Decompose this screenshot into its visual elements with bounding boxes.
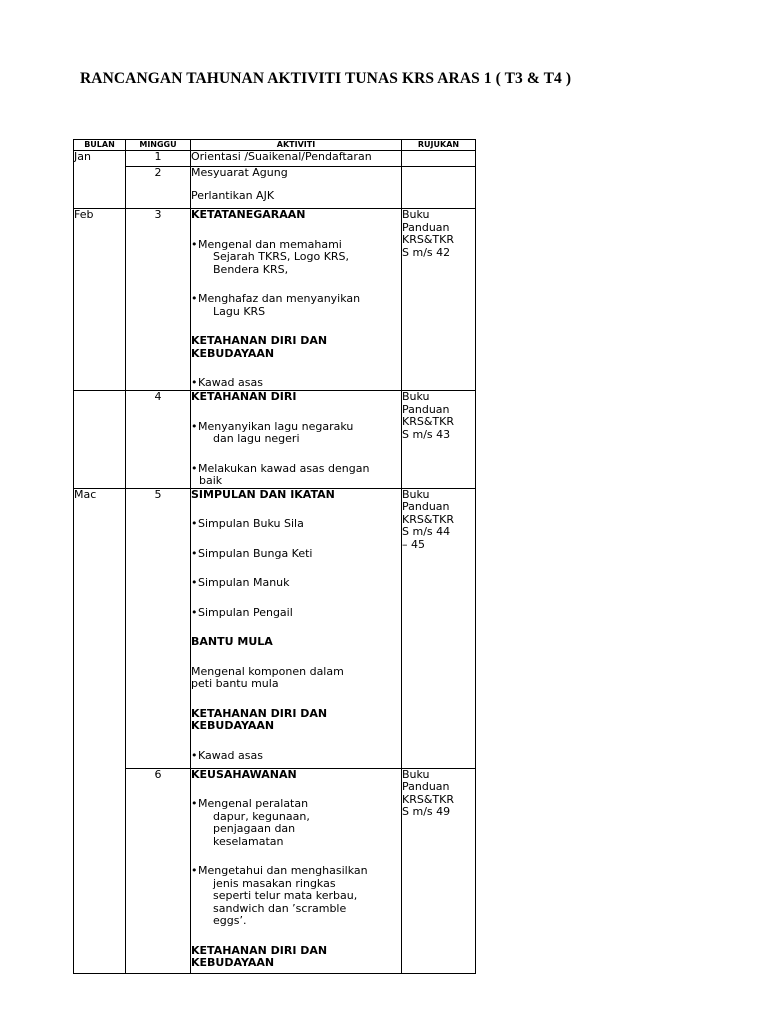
activity-heading: KETAHANAN DIRI DAN KEBUDAYAAN <box>191 943 328 969</box>
table-row <box>74 488 476 768</box>
cell-aktiviti <box>191 391 402 489</box>
cell-minggu: 1 <box>126 151 191 167</box>
bullet-icon: • <box>191 237 198 251</box>
activity-text: Mesyuarat Agung <box>191 166 288 179</box>
cell-bulan: Feb <box>74 209 126 391</box>
bullet-icon: • <box>191 576 198 589</box>
activity-text: Mengenal komponen dalam peti bantu mula <box>191 664 344 690</box>
activity-text: Perlantikan AJK <box>191 188 275 202</box>
bullet-icon: • <box>191 546 198 560</box>
cell-rujukan: Buku Panduan KRS&TKR S m/s 49 <box>402 768 476 973</box>
header-rujukan: RUJUKAN <box>402 140 476 151</box>
cell-minggu: 2 <box>126 167 191 209</box>
bullet-icon: • <box>191 605 198 619</box>
cell-rujukan <box>402 167 476 209</box>
cell-minggu: 4 <box>126 391 191 489</box>
table-row <box>74 209 476 391</box>
cell-rujukan: Buku Panduan KRS&TKR S m/s 44 – 45 <box>402 488 476 768</box>
table-row <box>74 768 476 973</box>
bullet-icon: • <box>191 864 198 877</box>
bullet-item: •Kawad asas <box>191 376 263 389</box>
cell-minggu: 6 <box>126 768 191 973</box>
activity-heading: KETAHANAN DIRI <box>191 390 297 403</box>
bullet-icon: • <box>191 748 198 762</box>
cell-bulan: Mac <box>74 488 126 973</box>
cell-aktiviti <box>191 768 402 973</box>
cell-aktiviti <box>191 209 402 391</box>
bullet-item: •Kawad asas <box>191 748 263 762</box>
activity-text: Orientasi /Suaikenal/Pendaftaran <box>191 150 372 163</box>
activity-heading: KEUSAHAWANAN <box>191 767 297 781</box>
activity-plan-table <box>73 139 476 974</box>
bullet-item: •Mengenal dan memahami Sejarah TKRS, Logo KRS, Bendera KRS, <box>191 237 350 276</box>
header-minggu: MINGGU <box>126 140 191 151</box>
table-row <box>74 167 476 209</box>
activity-heading: KETAHANAN DIRI DAN KEBUDAYAAN <box>191 334 328 360</box>
cell-rujukan <box>402 151 476 167</box>
table-header-row <box>74 140 476 151</box>
bullet-icon: • <box>191 419 198 433</box>
bullet-item: •Simpulan Buku Sila <box>191 517 304 530</box>
document-title: RANCANGAN TAHUNAN AKTIVITI TUNAS KRS ARAS 1 ( T3 & T4 ) <box>80 70 572 87</box>
bullet-icon: • <box>191 292 198 305</box>
activity-heading: BANTU MULA <box>191 635 273 648</box>
cell-aktiviti <box>191 167 402 209</box>
cell-bulan: Jan <box>74 151 126 209</box>
bullet-item: •Simpulan Manuk <box>191 576 290 589</box>
header-aktiviti: AKTIVITI <box>191 140 402 151</box>
activity-heading: KETAHANAN DIRI DAN KEBUDAYAAN <box>191 706 328 732</box>
cell-minggu: 5 <box>126 488 191 768</box>
bullet-item: •Melakukan kawad asas dengan baik <box>191 461 370 487</box>
bullet-item: •Menghafaz dan menyanyikan Lagu KRS <box>191 292 361 318</box>
cell-aktiviti <box>191 488 402 768</box>
bullet-item: •Mengenal peralatan dapur, kegunaan, penjagaan dan keselamatan <box>191 797 310 848</box>
header-bulan: BULAN <box>74 140 126 151</box>
bullet-item: •Simpulan Pengail <box>191 605 293 619</box>
bullet-icon: • <box>191 797 198 810</box>
cell-bulan <box>74 391 126 489</box>
bullet-item: •Simpulan Bunga Keti <box>191 546 313 560</box>
bullet-item: •Menyanyikan lagu negaraku dan lagu negeri <box>191 419 354 445</box>
table-row <box>74 151 476 167</box>
cell-rujukan: Buku Panduan KRS&TKR S m/s 43 <box>402 391 476 489</box>
bullet-icon: • <box>191 461 198 475</box>
cell-minggu: 3 <box>126 209 191 391</box>
bullet-icon: • <box>191 517 198 530</box>
cell-aktiviti <box>191 151 402 167</box>
cell-rujukan: Buku Panduan KRS&TKR S m/s 42 <box>402 209 476 391</box>
activity-heading: SIMPULAN DAN IKATAN <box>191 487 335 501</box>
bullet-icon: • <box>191 376 198 389</box>
bullet-item: •Mengetahui dan menghasilkan jenis masakan ringkas seperti telur mata kerbau, sandwich dan ’scramble eggs’. <box>191 864 368 927</box>
activity-heading: KETATANEGARAAN <box>191 208 306 221</box>
table-row <box>74 391 476 489</box>
